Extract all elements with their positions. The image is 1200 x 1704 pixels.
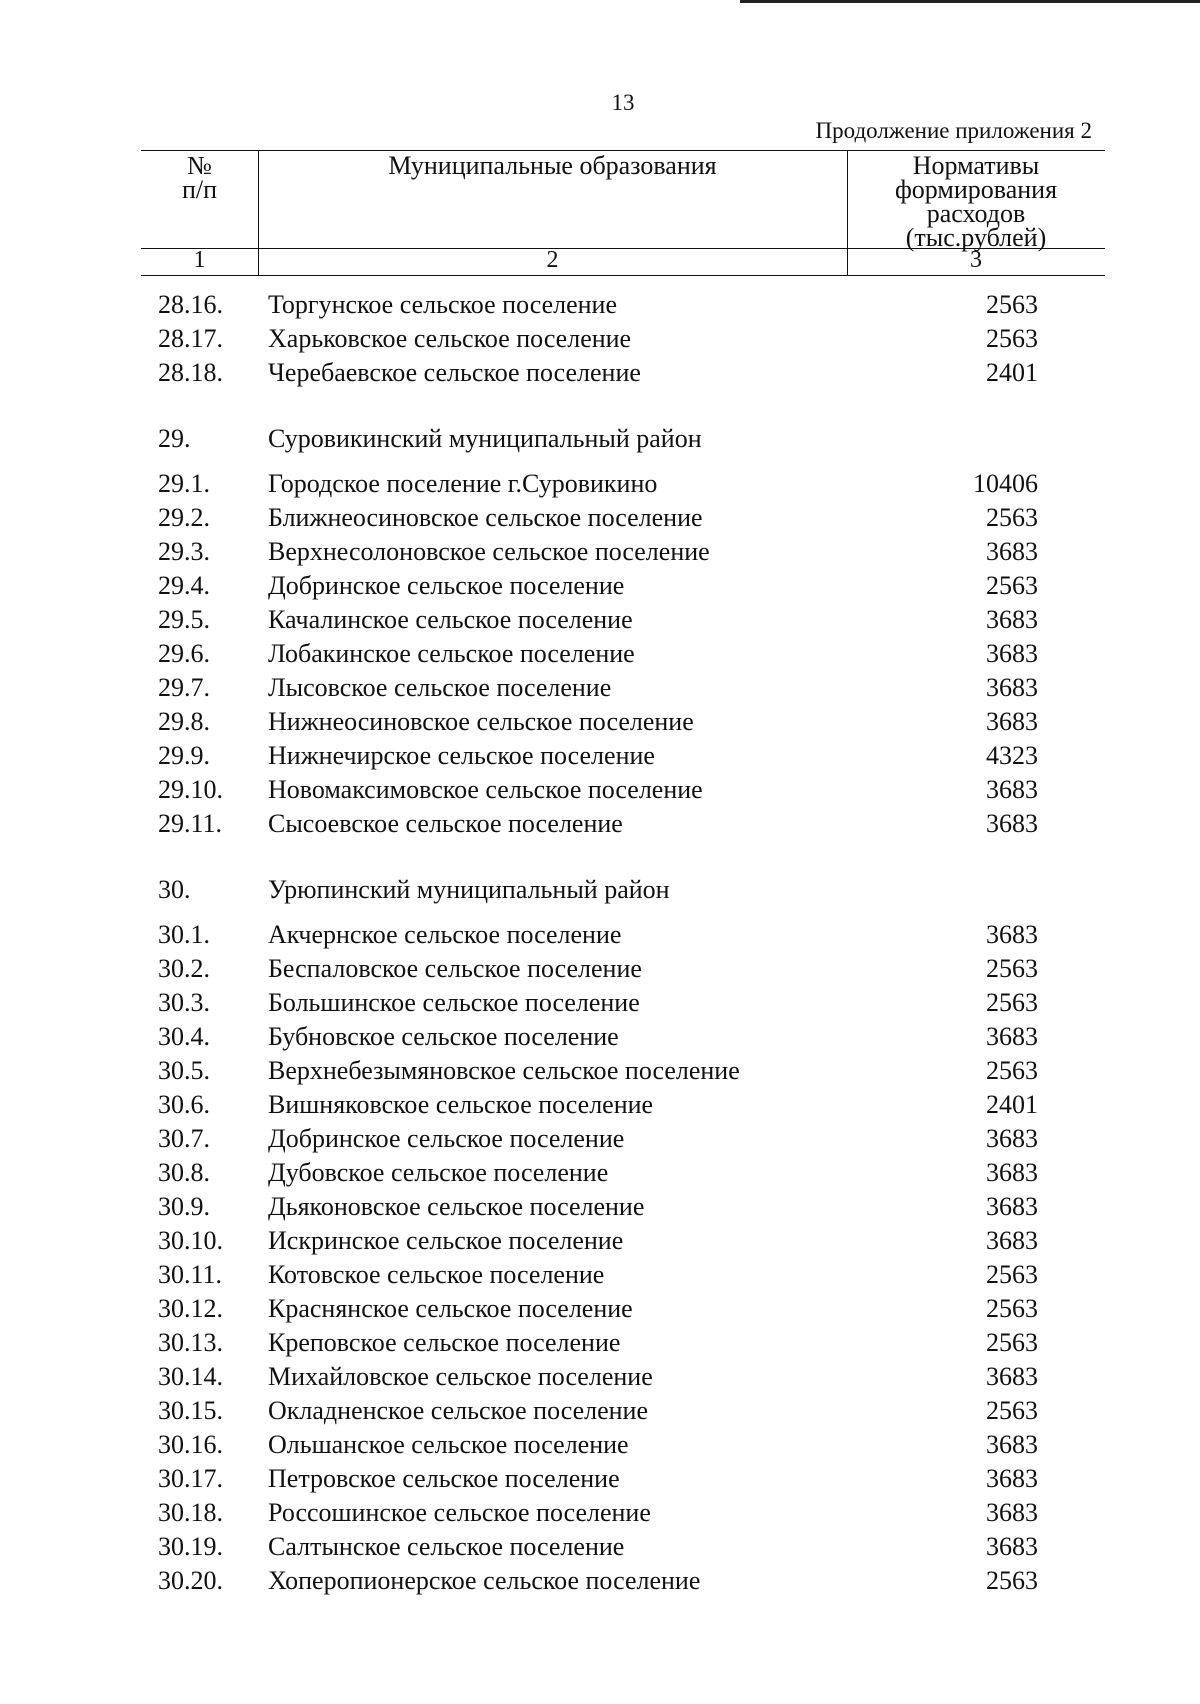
row-value: 2563	[986, 1566, 1038, 1595]
row-name: Вишняковское сельское поселение	[268, 1090, 654, 1119]
table-row	[0, 535, 1200, 569]
table-row	[0, 356, 1200, 390]
row-number: 30.14.	[158, 1362, 223, 1391]
row-name: Суровикинский муниципальный район	[268, 424, 702, 453]
table-row	[0, 1496, 1200, 1530]
row-number: 29.9.	[158, 741, 210, 770]
row-number: 29.1.	[158, 469, 210, 498]
table-row	[0, 1326, 1200, 1360]
row-number: 30.3.	[158, 988, 210, 1017]
header-bottom-rule	[141, 275, 1105, 276]
row-value: 3683	[986, 1498, 1038, 1527]
row-name: Нижнеосиновское сельское поселение	[268, 707, 694, 736]
table-row	[0, 1530, 1200, 1564]
row-number: 29.11.	[158, 809, 223, 838]
row-number: 30.10.	[158, 1226, 223, 1255]
table-row	[0, 467, 1200, 501]
row-name: Лысовское сельское поселение	[268, 673, 612, 702]
row-name: Качалинское сельское поселение	[268, 605, 633, 634]
row-number: 30.13.	[158, 1328, 223, 1357]
row-value: 10406	[973, 469, 1038, 498]
table-row	[0, 1394, 1200, 1428]
row-name: Торгунское сельское поселение	[268, 290, 617, 319]
row-name: Хоперопионерское сельское поселение	[268, 1566, 701, 1595]
row-value: 2401	[986, 358, 1038, 387]
row-number: 29.4.	[158, 571, 210, 600]
row-value: 3683	[986, 537, 1038, 566]
table-row	[0, 807, 1200, 841]
row-name: Урюпинский муниципальный район	[268, 875, 670, 904]
continuation-note: Продолжение приложения 2	[815, 118, 1092, 143]
header-num-2: 2	[546, 247, 559, 273]
row-name: Верхнесолоновское сельское поселение	[268, 537, 710, 566]
row-number: 30.11.	[158, 1260, 223, 1289]
header-num-3: 3	[970, 247, 982, 273]
table-row	[0, 1360, 1200, 1394]
row-name: Большинское сельское поселение	[268, 988, 640, 1017]
row-name: Нижнечирское сельское поселение	[268, 741, 655, 770]
row-name: Краснянское сельское поселение	[268, 1294, 633, 1323]
row-number: 30.17.	[158, 1464, 223, 1493]
row-number: 29.7.	[158, 673, 210, 702]
row-number: 29.2.	[158, 503, 210, 532]
table-row	[0, 501, 1200, 535]
row-number: 30.5.	[158, 1056, 210, 1085]
row-value: 2563	[986, 1328, 1038, 1357]
row-name: Беспаловское сельское поселение	[268, 954, 642, 983]
row-name: Харьковское сельское поселение	[268, 324, 632, 353]
table-row	[0, 918, 1200, 952]
row-number: 30.4.	[158, 1022, 210, 1051]
header-num-1: 1	[193, 247, 206, 273]
row-number: 30.15.	[158, 1396, 223, 1425]
row-name: Сысоевское сельское поселение	[268, 809, 623, 838]
row-number: 29.10.	[158, 775, 223, 804]
row-value: 3683	[986, 1362, 1038, 1391]
row-name: Петровское сельское поселение	[268, 1464, 620, 1493]
row-value: 3683	[986, 775, 1038, 804]
header-col-name: Муниципальные образования	[388, 151, 717, 180]
row-number: 30.12.	[158, 1294, 223, 1323]
row-name: Черебаевское сельское поселение	[268, 358, 641, 387]
row-number: 30.18.	[158, 1498, 223, 1527]
table-row	[0, 1564, 1200, 1598]
row-number: 30.7.	[158, 1124, 210, 1153]
table-group-row	[0, 841, 1200, 904]
row-value: 2563	[986, 988, 1038, 1017]
table-row	[0, 1462, 1200, 1496]
row-value: 2563	[986, 503, 1038, 532]
row-value: 3683	[986, 1158, 1038, 1187]
row-name: Бубновское сельское поселение	[268, 1022, 619, 1051]
row-number: 30.20.	[158, 1566, 223, 1595]
row-value: 2563	[986, 1396, 1038, 1425]
row-value: 2401	[986, 1090, 1038, 1119]
row-name: Михайловское сельское поселение	[268, 1362, 653, 1391]
table-row	[0, 952, 1200, 986]
row-name: Верхнебезымяновское сельское поселение	[268, 1056, 740, 1085]
row-name: Новомаксимовское сельское поселение	[268, 775, 703, 804]
table-row	[0, 671, 1200, 705]
row-name: Креповское сельское поселение	[268, 1328, 621, 1357]
table-row	[0, 1156, 1200, 1190]
table-row	[0, 1122, 1200, 1156]
row-number: 29.	[158, 424, 191, 453]
row-value: 3683	[986, 809, 1038, 838]
table-body	[0, 288, 1200, 1598]
row-name: Котовское сельское поселение	[268, 1260, 605, 1289]
row-number: 30.6.	[158, 1090, 210, 1119]
row-name: Лобакинское сельское поселение	[268, 639, 635, 668]
row-value: 3683	[986, 1430, 1038, 1459]
row-number: 30.9.	[158, 1192, 210, 1221]
table-row	[0, 1258, 1200, 1292]
header-col-number: № п/п	[181, 151, 218, 204]
row-value: 3683	[986, 1022, 1038, 1051]
row-value: 3683	[986, 707, 1038, 736]
table-group-row	[0, 390, 1200, 453]
row-number: 30.2.	[158, 954, 210, 983]
row-value: 4323	[986, 741, 1038, 770]
row-name: Окладненское сельское поселение	[268, 1396, 649, 1425]
row-name: Ольшанское сельское поселение	[268, 1430, 629, 1459]
table-row	[0, 637, 1200, 671]
row-value: 2563	[986, 1294, 1038, 1323]
row-value: 2563	[986, 324, 1038, 353]
row-number: 29.8.	[158, 707, 210, 736]
row-number: 30.	[158, 875, 191, 904]
table-row	[0, 1088, 1200, 1122]
row-value: 2563	[986, 290, 1038, 319]
row-value: 3683	[986, 605, 1038, 634]
row-name: Искринское сельское поселение	[268, 1226, 624, 1255]
row-number: 28.17.	[158, 324, 223, 353]
table-row	[0, 1428, 1200, 1462]
row-number: 28.18.	[158, 358, 223, 387]
table-row	[0, 739, 1200, 773]
table-row	[0, 1190, 1200, 1224]
table-row	[0, 773, 1200, 807]
row-value: 2563	[986, 954, 1038, 983]
row-number: 30.1.	[158, 920, 210, 949]
row-name: Добринское сельское поселение	[268, 571, 625, 600]
row-value: 3683	[986, 1464, 1038, 1493]
table-row	[0, 1054, 1200, 1088]
row-value: 3683	[986, 1226, 1038, 1255]
row-name: Акчернское сельское поселение	[268, 920, 622, 949]
row-name: Городское поселение г.Суровикино	[268, 469, 658, 498]
row-value: 3683	[986, 1124, 1038, 1153]
table-row	[0, 322, 1200, 356]
table-header	[141, 150, 1105, 276]
table-row	[0, 603, 1200, 637]
row-number: 29.3.	[158, 537, 210, 566]
scan-border-line	[740, 0, 1200, 3]
row-name: Ближнеосиновское сельское поселение	[268, 503, 703, 532]
row-name: Добринское сельское поселение	[268, 1124, 625, 1153]
table-row	[0, 1224, 1200, 1258]
table-row	[0, 1292, 1200, 1326]
row-value: 3683	[986, 1532, 1038, 1561]
row-number: 30.16.	[158, 1430, 223, 1459]
row-number: 28.16.	[158, 290, 223, 319]
page-number: 13	[611, 90, 635, 115]
header-col-value: Нормативы формирования расходов (тыс.рублей)	[894, 151, 1058, 252]
row-name: Россошинское сельское поселение	[268, 1498, 651, 1527]
row-value: 3683	[986, 1192, 1038, 1221]
table-row	[0, 986, 1200, 1020]
row-name: Дубовское сельское поселение	[268, 1158, 609, 1187]
table-row	[0, 1020, 1200, 1054]
row-value: 3683	[986, 920, 1038, 949]
table-row	[0, 705, 1200, 739]
row-name: Дьяконовское сельское поселение	[268, 1192, 645, 1221]
row-number: 29.6.	[158, 639, 210, 668]
row-value: 2563	[986, 1056, 1038, 1085]
row-value: 3683	[986, 639, 1038, 668]
row-value: 3683	[986, 673, 1038, 702]
row-number: 29.5.	[158, 605, 210, 634]
row-value: 2563	[986, 571, 1038, 600]
row-number: 30.8.	[158, 1158, 210, 1187]
row-name: Салтынское сельское поселение	[268, 1532, 625, 1561]
row-number: 30.19.	[158, 1532, 223, 1561]
table-row	[0, 569, 1200, 603]
row-value: 2563	[986, 1260, 1038, 1289]
table-row	[0, 288, 1200, 322]
